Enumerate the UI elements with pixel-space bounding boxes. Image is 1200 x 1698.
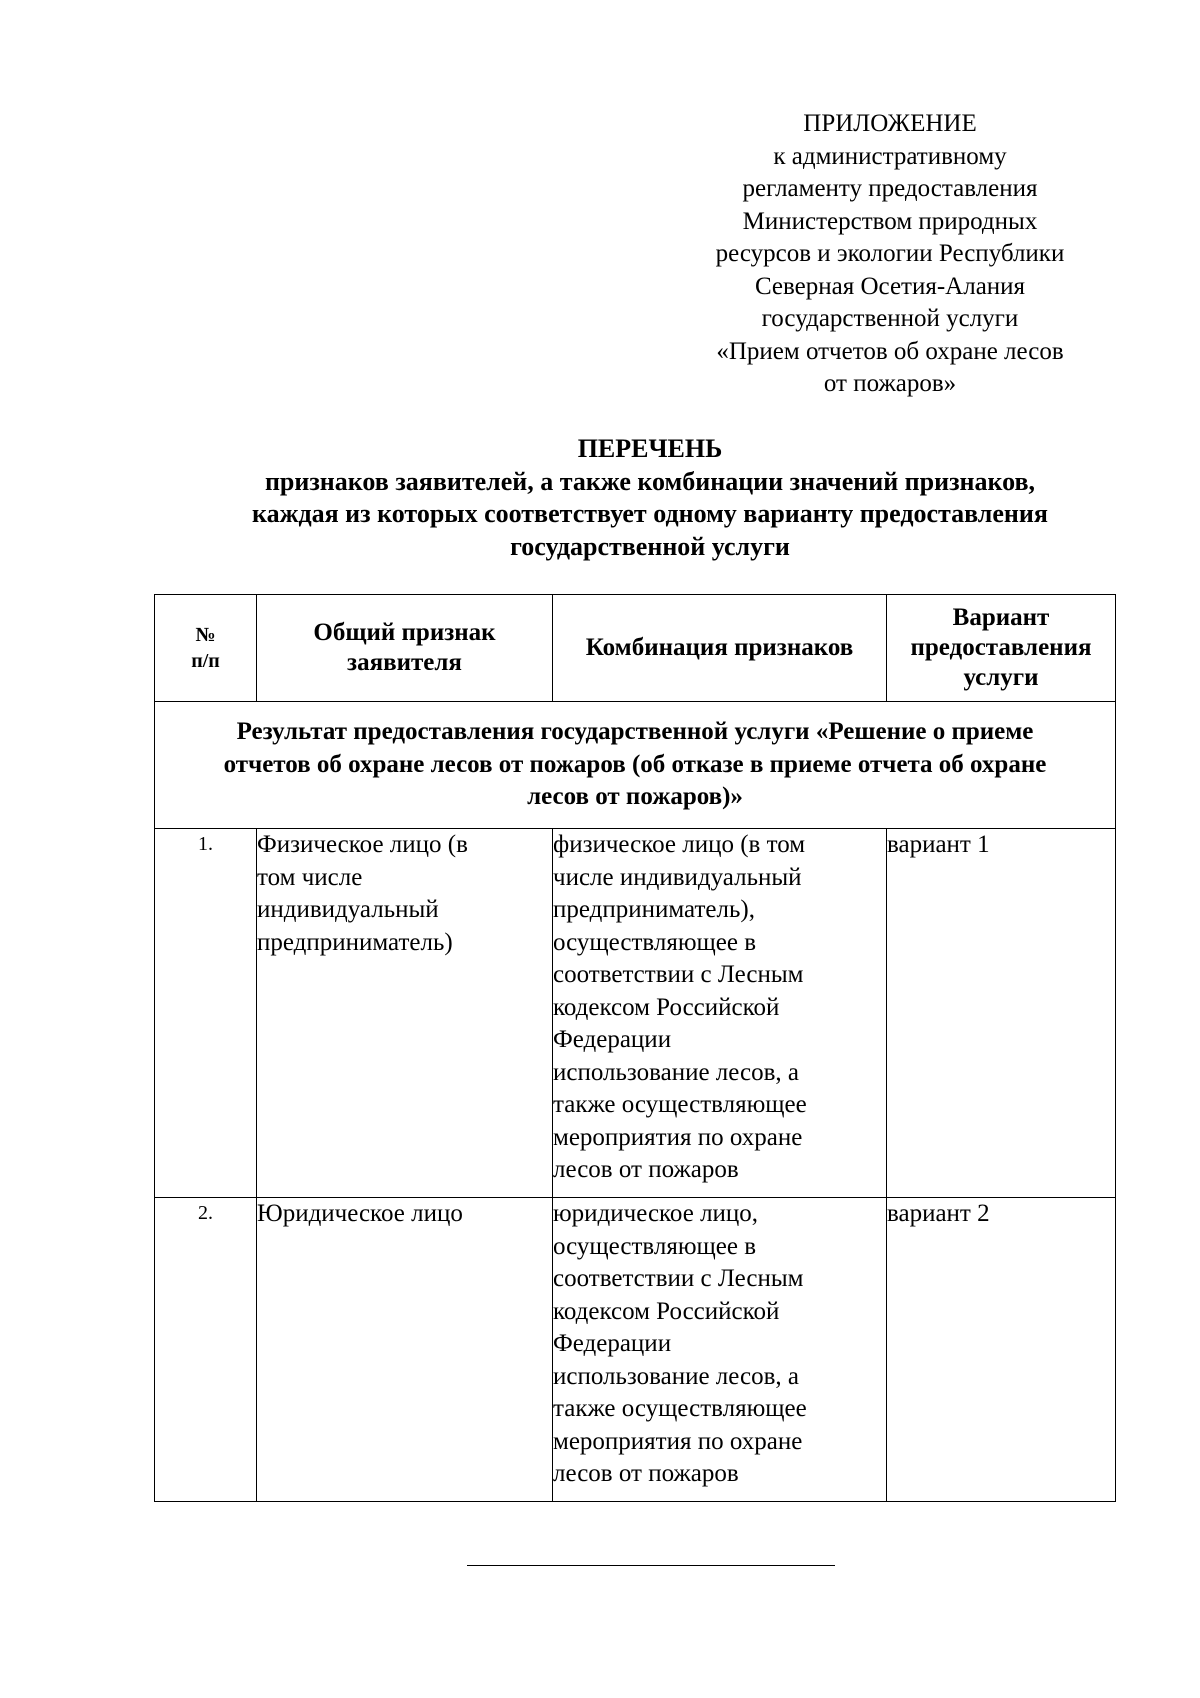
appendix-line: ресурсов и экологии Республики	[715, 240, 1065, 267]
header-general: Общий признак заявителя	[257, 595, 553, 702]
header-combination: Комбинация признаков	[553, 595, 887, 702]
appendix-line: Министерством природных	[742, 207, 1038, 235]
appendix-line: к административному	[773, 142, 1007, 170]
closing-divider	[467, 1565, 835, 1566]
row-number: 1.	[155, 829, 257, 1198]
title-heading: ПЕРЕЧЕНЬ	[577, 434, 723, 463]
appendix-line: от пожаров»	[823, 370, 957, 397]
title-line: государственной услуги	[510, 531, 790, 561]
table-row	[155, 1198, 1116, 1502]
appendix-line: государственной услуги	[761, 305, 1019, 332]
title-line: признаков заявителей, а также комбинации значений признаков,	[264, 466, 1036, 496]
document-title	[150, 433, 1150, 563]
title-line: каждая из которых соответствует одному варианту предоставления	[252, 499, 1048, 528]
variant-cell: вариант 2	[887, 1198, 1116, 1502]
appendix-line: регламенту предоставления	[742, 175, 1038, 202]
appendix-line: «Прием отчетов об охране лесов	[716, 337, 1064, 365]
criteria-table	[154, 594, 1116, 1502]
general-cell: Юридическое лицо	[257, 1198, 553, 1502]
section-row	[155, 702, 1116, 829]
variant-cell: вариант 1	[887, 829, 1116, 1198]
combination-cell: юридическое лицо, осуществляющее в соответствии с Лесным кодексом Российской Федерации использование лесов, а также осуществляющее мероприятия по охране лесов от пожаров	[553, 1198, 887, 1502]
section-cell: Результат предоставления государственной услуги «Решение о приеме отчетов об охране лесов от пожаров (об отказе в приеме отчета об охране лесов от пожаров)»	[155, 702, 1116, 829]
combination-cell: физическое лицо (в том числе индивидуальный предприниматель), осуществляющее в соответствии с Лесным кодексом Российской Федерации использование лесов, а также осуществляющее мероприятия по охране лесов от пожаров	[553, 829, 887, 1198]
row-number: 2.	[155, 1198, 257, 1502]
appendix-line: Северная Осетия-Алания	[754, 272, 1026, 300]
header-variant: Вариант предоставления услуги	[887, 595, 1116, 702]
general-cell: Физическое лицо (в том числе индивидуальный предприниматель)	[257, 829, 553, 1198]
appendix-block	[660, 108, 1120, 401]
header-num: № п/п	[155, 595, 257, 702]
table-header-row	[155, 595, 1116, 702]
table-row	[155, 829, 1116, 1198]
appendix-line: ПРИЛОЖЕНИЕ	[803, 110, 977, 137]
